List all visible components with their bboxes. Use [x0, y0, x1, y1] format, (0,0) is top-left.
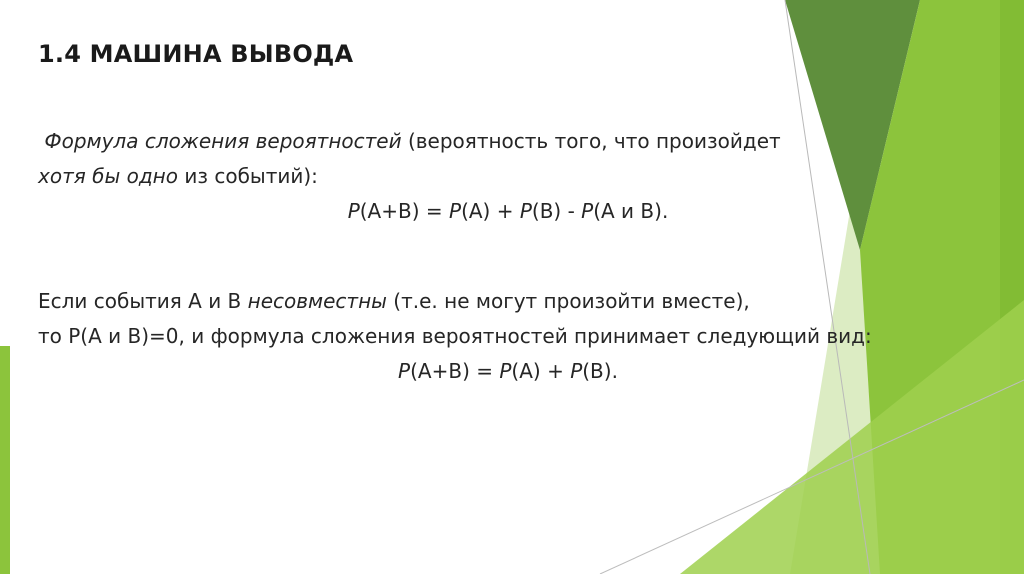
paragraph1-line2 — [38, 159, 978, 194]
formula-part: (A) + — [461, 199, 520, 223]
left-green-strip — [0, 346, 10, 574]
paragraph1-line2-text: из событий): — [177, 164, 318, 188]
paragraph2-line2: то P(A и B)=0, и формула сложения вероятностей принимает следующий вид: — [38, 324, 872, 348]
formula-p: P — [581, 199, 594, 223]
term-incompatible: несовместны — [247, 289, 387, 313]
formula-incompatible — [38, 354, 978, 389]
formula-p: P — [449, 199, 462, 223]
formula-p: P — [499, 359, 512, 383]
formula-part: (B) - — [531, 199, 582, 223]
slide-title: 1.4 МАШИНА ВЫВОДА — [38, 40, 354, 68]
term-at-least-one: хотя бы одно — [38, 164, 178, 188]
paragraph2-line1-end: (т.е. не могут произойти вместе), — [386, 289, 750, 313]
formula-part: (B). — [582, 359, 618, 383]
formula-part: (A) + — [511, 359, 571, 383]
paragraph1-line1 — [38, 124, 978, 159]
formula-part: (A+B) = — [410, 359, 500, 383]
term-addition-formula: Формула сложения вероятностей — [44, 129, 402, 153]
paragraph1-line1-text: (вероятность того, что произойдет — [401, 129, 781, 153]
formula-part: (A+B) = — [359, 199, 449, 223]
formula-p: P — [519, 199, 532, 223]
paragraph2-line1-start: Если события A и B — [38, 289, 248, 313]
formula-part: (A и B). — [593, 199, 669, 223]
formula-p: P — [398, 359, 411, 383]
paragraph-incompatible-events — [38, 284, 978, 389]
formula-p: P — [347, 199, 360, 223]
formula-p: P — [570, 359, 583, 383]
paragraph-addition-formula — [38, 124, 978, 229]
formula-general — [38, 194, 978, 229]
paragraph2-line1 — [38, 284, 978, 319]
